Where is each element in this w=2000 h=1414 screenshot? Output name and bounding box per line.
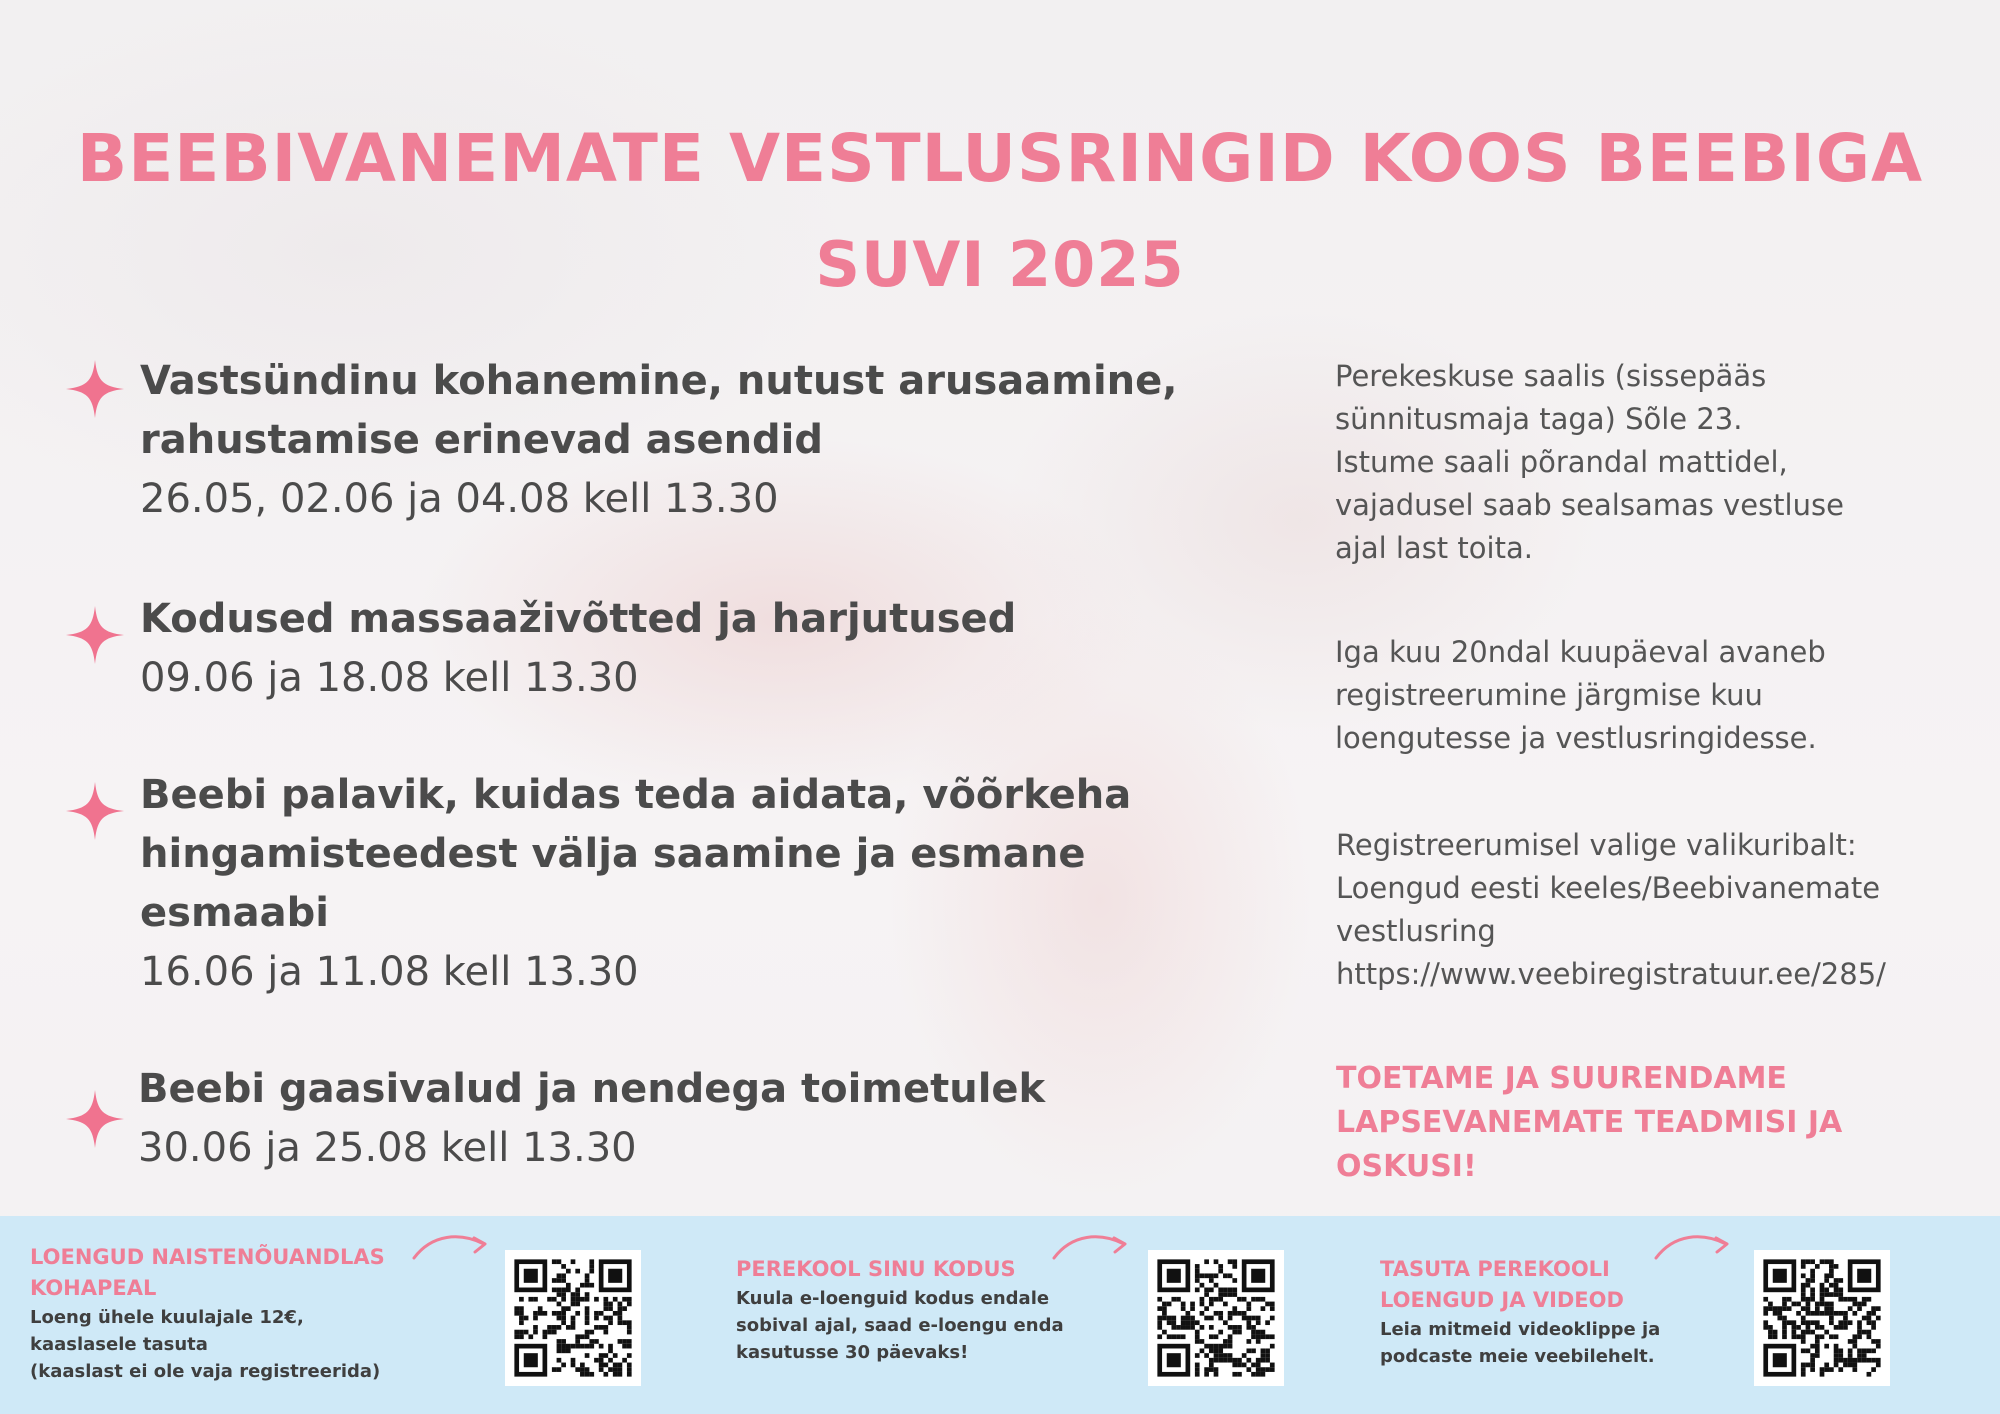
session-title-line: hingamisteedest välja saamine ja esmane bbox=[140, 831, 1086, 877]
session-dates: 09.06 ja 18.08 kell 13.30 bbox=[140, 655, 639, 701]
footer-block-lectures bbox=[30, 1242, 430, 1385]
registration-options bbox=[1336, 824, 1976, 996]
info-line: Iga kuu 20ndal kuupäeval avaneb bbox=[1335, 635, 1826, 669]
curved-arrow-icon bbox=[1652, 1230, 1732, 1270]
session-dates: 26.05, 02.06 ja 04.08 kell 13.30 bbox=[140, 476, 779, 522]
info-line: Istume saali põrandal mattidel, bbox=[1335, 445, 1788, 479]
footer-block-desc: kasutusse 30 päevaks! bbox=[736, 1342, 969, 1363]
info-line: Perekeskuse saalis (sissepääs bbox=[1335, 359, 1767, 393]
session-title-line: esmaabi bbox=[140, 890, 329, 936]
sparkle-star-icon bbox=[66, 782, 124, 840]
info-line: vajadusel saab sealsamas vestluse bbox=[1335, 488, 1844, 522]
sparkle-star-icon bbox=[66, 1090, 124, 1148]
footer-block-desc: sobival ajal, saad e-loengu enda bbox=[736, 1315, 1064, 1336]
info-line: sünnitusmaja taga) Sõle 23. bbox=[1335, 402, 1743, 436]
footer-block-free-videos bbox=[1380, 1254, 1780, 1370]
footer-block-desc: Kuula e-loenguid kodus endale bbox=[736, 1288, 1050, 1309]
cta-line: LAPSEVANEMATE TEADMISI JA OSKUSI! bbox=[1336, 1105, 1843, 1184]
qr-code-icon[interactable] bbox=[505, 1250, 641, 1386]
session-title-line: Beebi palavik, kuidas teda aidata, võõrkeha bbox=[140, 772, 1132, 818]
footer-block-title: LOENGUD JA VIDEOD bbox=[1380, 1288, 1624, 1312]
footer-block-desc: podcaste meie veebilehelt. bbox=[1380, 1346, 1655, 1367]
cta-line: TOETAME JA SUURENDAME bbox=[1336, 1061, 1787, 1096]
curved-arrow-icon bbox=[1050, 1230, 1130, 1270]
footer-block-desc: Loeng ühele kuulajale 12€, bbox=[30, 1307, 304, 1328]
footer-block-desc: Leia mitmeid videoklippe ja bbox=[1380, 1319, 1661, 1340]
registration-info bbox=[1335, 631, 1935, 760]
footer-block-home-school bbox=[736, 1254, 1136, 1366]
location-info bbox=[1335, 355, 1935, 570]
info-line: loengutesse ja vestlusringidesse. bbox=[1335, 721, 1817, 755]
info-line: registreerumine järgmise kuu bbox=[1335, 678, 1763, 712]
footer-block-title: LOENGUD NAISTENÕUANDLAS bbox=[30, 1245, 385, 1269]
session-dates: 30.06 ja 25.08 kell 13.30 bbox=[138, 1125, 637, 1171]
session-title-line: Beebi gaasivalud ja nendega toimetulek bbox=[138, 1066, 1046, 1112]
sparkle-star-icon bbox=[66, 606, 124, 664]
session-title-line: rahustamise erinevad asendid bbox=[140, 417, 824, 463]
footer-block-title: KOHAPEAL bbox=[30, 1276, 157, 1300]
info-line: Loengud eesti keeles/Beebivanemate bbox=[1336, 871, 1881, 905]
curved-arrow-icon bbox=[410, 1230, 490, 1270]
info-line: vestlusring bbox=[1336, 914, 1496, 948]
footer-block-desc: (kaaslast ei ole vaja registreerida) bbox=[30, 1361, 381, 1382]
page-subtitle: SUVI 2025 bbox=[815, 228, 1185, 301]
info-line: ajal last toita. bbox=[1335, 531, 1533, 565]
qr-code-icon[interactable] bbox=[1754, 1250, 1890, 1386]
footer-block-title: TASUTA PEREKOOLI bbox=[1380, 1257, 1610, 1281]
info-line: Registreerumisel valige valikuribalt: bbox=[1336, 828, 1857, 862]
sparkle-star-icon bbox=[66, 360, 124, 418]
registration-link[interactable]: https://www.veebiregistratuur.ee/285/ bbox=[1336, 957, 1886, 991]
footer-block-title: PEREKOOL SINU KODUS bbox=[736, 1257, 1016, 1281]
session-dates: 16.06 ja 11.08 kell 13.30 bbox=[140, 949, 639, 995]
session-title-line: Kodused massaaživõtted ja harjutused bbox=[140, 596, 1017, 642]
footer-bar bbox=[0, 1216, 2000, 1414]
footer-block-desc: kaaslasele tasuta bbox=[30, 1334, 208, 1355]
session-title-line: Vastsündinu kohanemine, nutust arusaamine, bbox=[140, 358, 1178, 404]
qr-code-icon[interactable] bbox=[1148, 1250, 1284, 1386]
call-to-action bbox=[1336, 1057, 1976, 1189]
page-title: BEEBIVANEMATE VESTLUSRINGID KOOS BEEBIGA bbox=[76, 120, 1924, 197]
